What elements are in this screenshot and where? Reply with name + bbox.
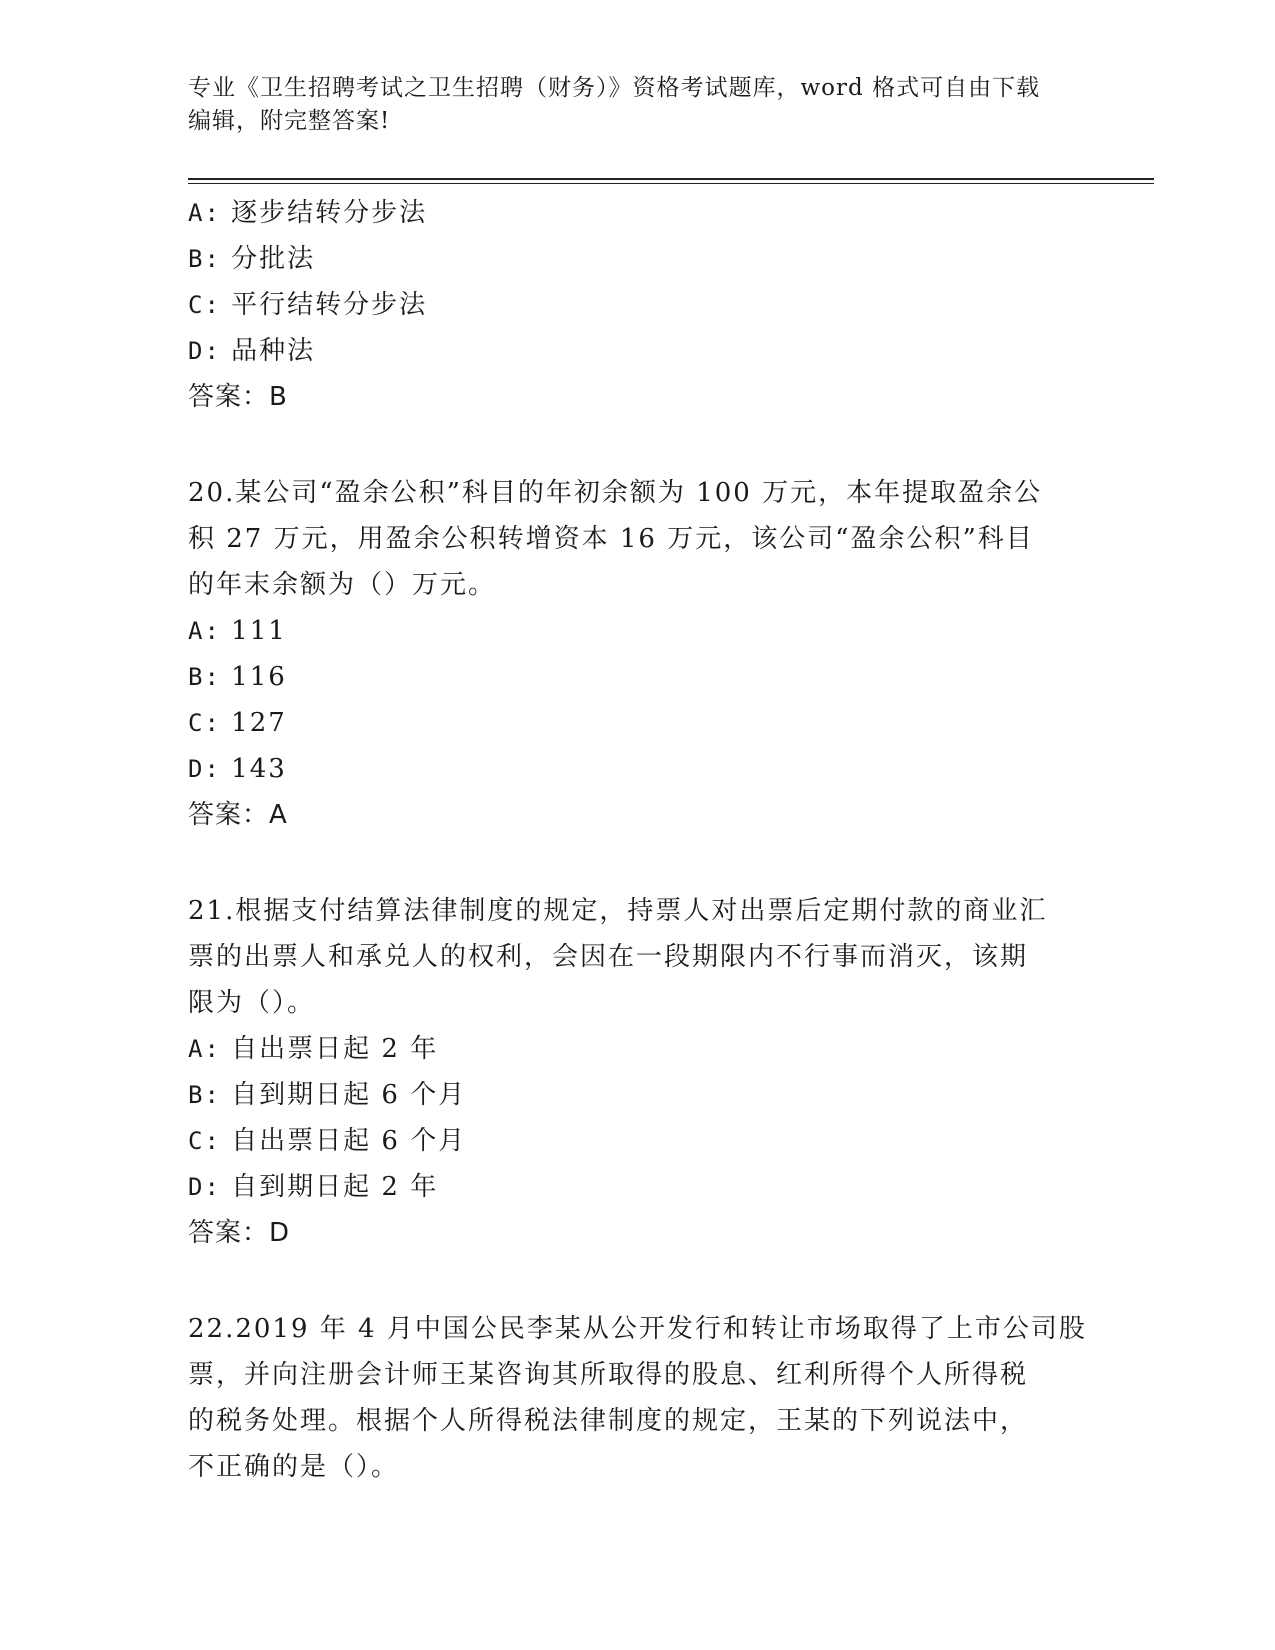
- option-d: [188, 746, 1088, 792]
- option-d: [188, 1164, 1088, 1210]
- option-c: [188, 700, 1088, 746]
- header-line-2: 编辑，附完整答案!: [188, 108, 391, 134]
- question-stem: [188, 1306, 1088, 1490]
- option-letter: A:: [188, 1035, 221, 1063]
- option-text: 自出票日起 6 个月: [231, 1126, 467, 1156]
- stem-line: 21.根据支付结算法律制度的规定，持票人对出票后定期付款的商业汇: [188, 896, 1048, 926]
- option-text: 分批法: [231, 244, 316, 274]
- option-c: [188, 1118, 1088, 1164]
- question-22: [188, 1306, 1088, 1490]
- question-19-continued: [188, 190, 1088, 420]
- option-text: 143: [231, 754, 287, 784]
- option-a: [188, 1026, 1088, 1072]
- option-text: 品种法: [231, 336, 316, 366]
- option-letter: B:: [188, 245, 221, 273]
- option-c: [188, 282, 1088, 328]
- option-letter: C:: [188, 709, 221, 737]
- stem-line: 的税务处理。根据个人所得税法律制度的规定，王某的下列说法中，: [188, 1406, 1029, 1436]
- header-divider-thin: [188, 183, 1154, 184]
- option-text: 127: [231, 708, 287, 738]
- header-divider-thick: [188, 178, 1154, 180]
- question-stem: [188, 470, 1088, 608]
- option-letter: A:: [188, 617, 221, 645]
- option-letter: A:: [188, 199, 221, 227]
- option-b: [188, 654, 1088, 700]
- option-letter: C:: [188, 1127, 221, 1155]
- option-letter: D:: [188, 755, 221, 783]
- option-text: 自出票日起 2 年: [231, 1034, 439, 1064]
- option-text: 116: [231, 662, 287, 692]
- header-line-1: 专业《卫生招聘考试之卫生招聘（财务）》资格考试题库，word 格式可自由下载: [188, 75, 1041, 101]
- answer-line: 答案：D: [188, 1218, 291, 1248]
- stem-line: 票，并向注册会计师王某咨询其所取得的股息、红利所得个人所得税: [188, 1360, 1029, 1390]
- option-letter: B:: [188, 1081, 221, 1109]
- option-b: [188, 236, 1088, 282]
- option-a: [188, 608, 1088, 654]
- answer-line: 答案：B: [188, 382, 288, 412]
- option-letter: C:: [188, 291, 221, 319]
- stem-line: 票的出票人和承兑人的权利，会因在一段期限内不行事而消灭，该期: [188, 942, 1029, 972]
- option-text: 逐步结转分步法: [231, 198, 428, 228]
- stem-line: 20.某公司“盈余公积”科目的年初余额为 100 万元，本年提取盈余公: [188, 478, 1043, 508]
- stem-line: 限为（）。: [188, 988, 316, 1018]
- stem-line: 不正确的是（）。: [188, 1452, 400, 1482]
- option-text: 自到期日起 6 个月: [231, 1080, 467, 1110]
- stem-line: 积 27 万元，用盈余公积转增资本 16 万元，该公司“盈余公积”科目: [188, 524, 1034, 554]
- option-text: 111: [231, 616, 287, 646]
- question-content: [188, 190, 1088, 1490]
- option-text: 平行结转分步法: [231, 290, 428, 320]
- option-d: [188, 328, 1088, 374]
- stem-line: 22.2019 年 4 月中国公民李某从公开发行和转让市场取得了上市公司股: [188, 1314, 1087, 1344]
- option-text: 自到期日起 2 年: [231, 1172, 439, 1202]
- question-21: [188, 888, 1088, 1256]
- question-20: [188, 470, 1088, 838]
- option-a: [188, 190, 1088, 236]
- stem-line: 的年末余额为（）万元。: [188, 570, 497, 600]
- document-header: [188, 72, 1068, 138]
- question-stem: [188, 888, 1088, 1026]
- answer-line: 答案：A: [188, 800, 288, 830]
- option-letter: D:: [188, 337, 221, 365]
- option-letter: D:: [188, 1173, 221, 1201]
- option-letter: B:: [188, 663, 221, 691]
- option-b: [188, 1072, 1088, 1118]
